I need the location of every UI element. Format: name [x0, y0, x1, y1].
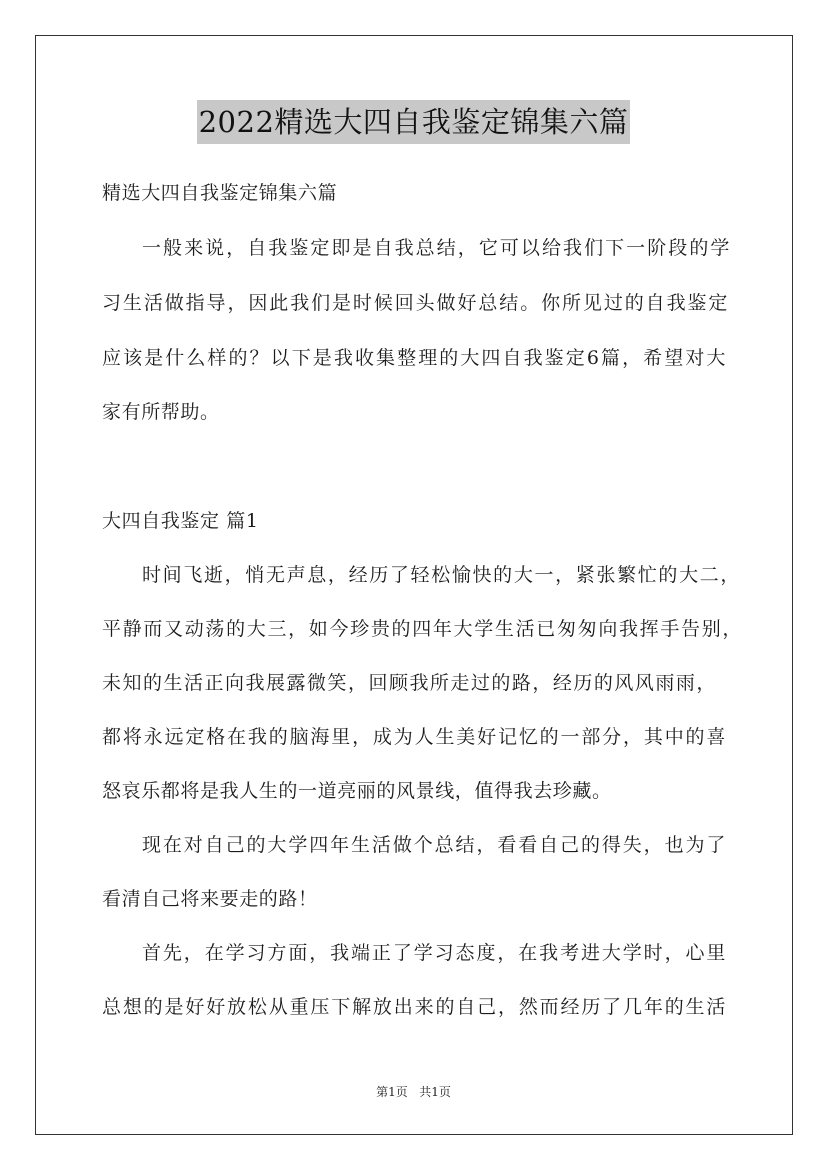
document-title: 2022精选大四自我鉴定锦集六篇 — [197, 100, 631, 144]
intro-line: 习生活做指导，因此我们是时候回头做好总结。你所见过的自我鉴定 — [102, 292, 728, 314]
paragraph-line: 平静而又动荡的大三，如今珍贵的四年大学生活已匆匆向我挥手告别， — [102, 618, 742, 640]
paragraph-line: 都将永远定格在我的脑海里，成为人生美好记忆的一部分，其中的喜 — [102, 726, 726, 748]
intro-line: 应该是什么样的？以下是我收集整理的大四自我鉴定6篇，希望对大 — [102, 347, 726, 369]
page-footer — [0, 1083, 827, 1101]
total-pages: 共1页 — [419, 1085, 451, 1099]
paragraph-line: 首先，在学习方面，我端正了学习态度，在我考进大学时，心里 — [142, 942, 726, 964]
paragraph-line: 未知的生活正向我展露微笑，回顾我所走过的路，经历的风风雨雨， — [102, 672, 716, 694]
document-subtitle: 精选大四自我鉴定锦集六篇 — [102, 182, 338, 204]
page-number: 第1页 — [376, 1085, 408, 1099]
paragraph-line: 时间飞逝，悄无声息，经历了轻松愉快的大一，紧张繁忙的大二， — [142, 564, 740, 586]
paragraph-line: 现在对自己的大学四年生活做个总结，看看自己的得失，也为了 — [142, 834, 726, 856]
title-wrapper — [0, 100, 827, 144]
intro-line: 一般来说，自我鉴定即是自我总结，它可以给我们下一阶段的学 — [142, 237, 730, 259]
intro-line: 家有所帮助。 — [102, 401, 220, 423]
paragraph-line: 总想的是好好放松从重压下解放出来的自己，然而经历了几年的生活 — [102, 996, 726, 1018]
paragraph-line: 看清自己将来要走的路！ — [102, 888, 318, 910]
section-heading: 大四自我鉴定 篇1 — [102, 510, 259, 532]
paragraph-line: 怒哀乐都将是我人生的一道亮丽的风景线，值得我去珍藏。 — [102, 780, 612, 802]
